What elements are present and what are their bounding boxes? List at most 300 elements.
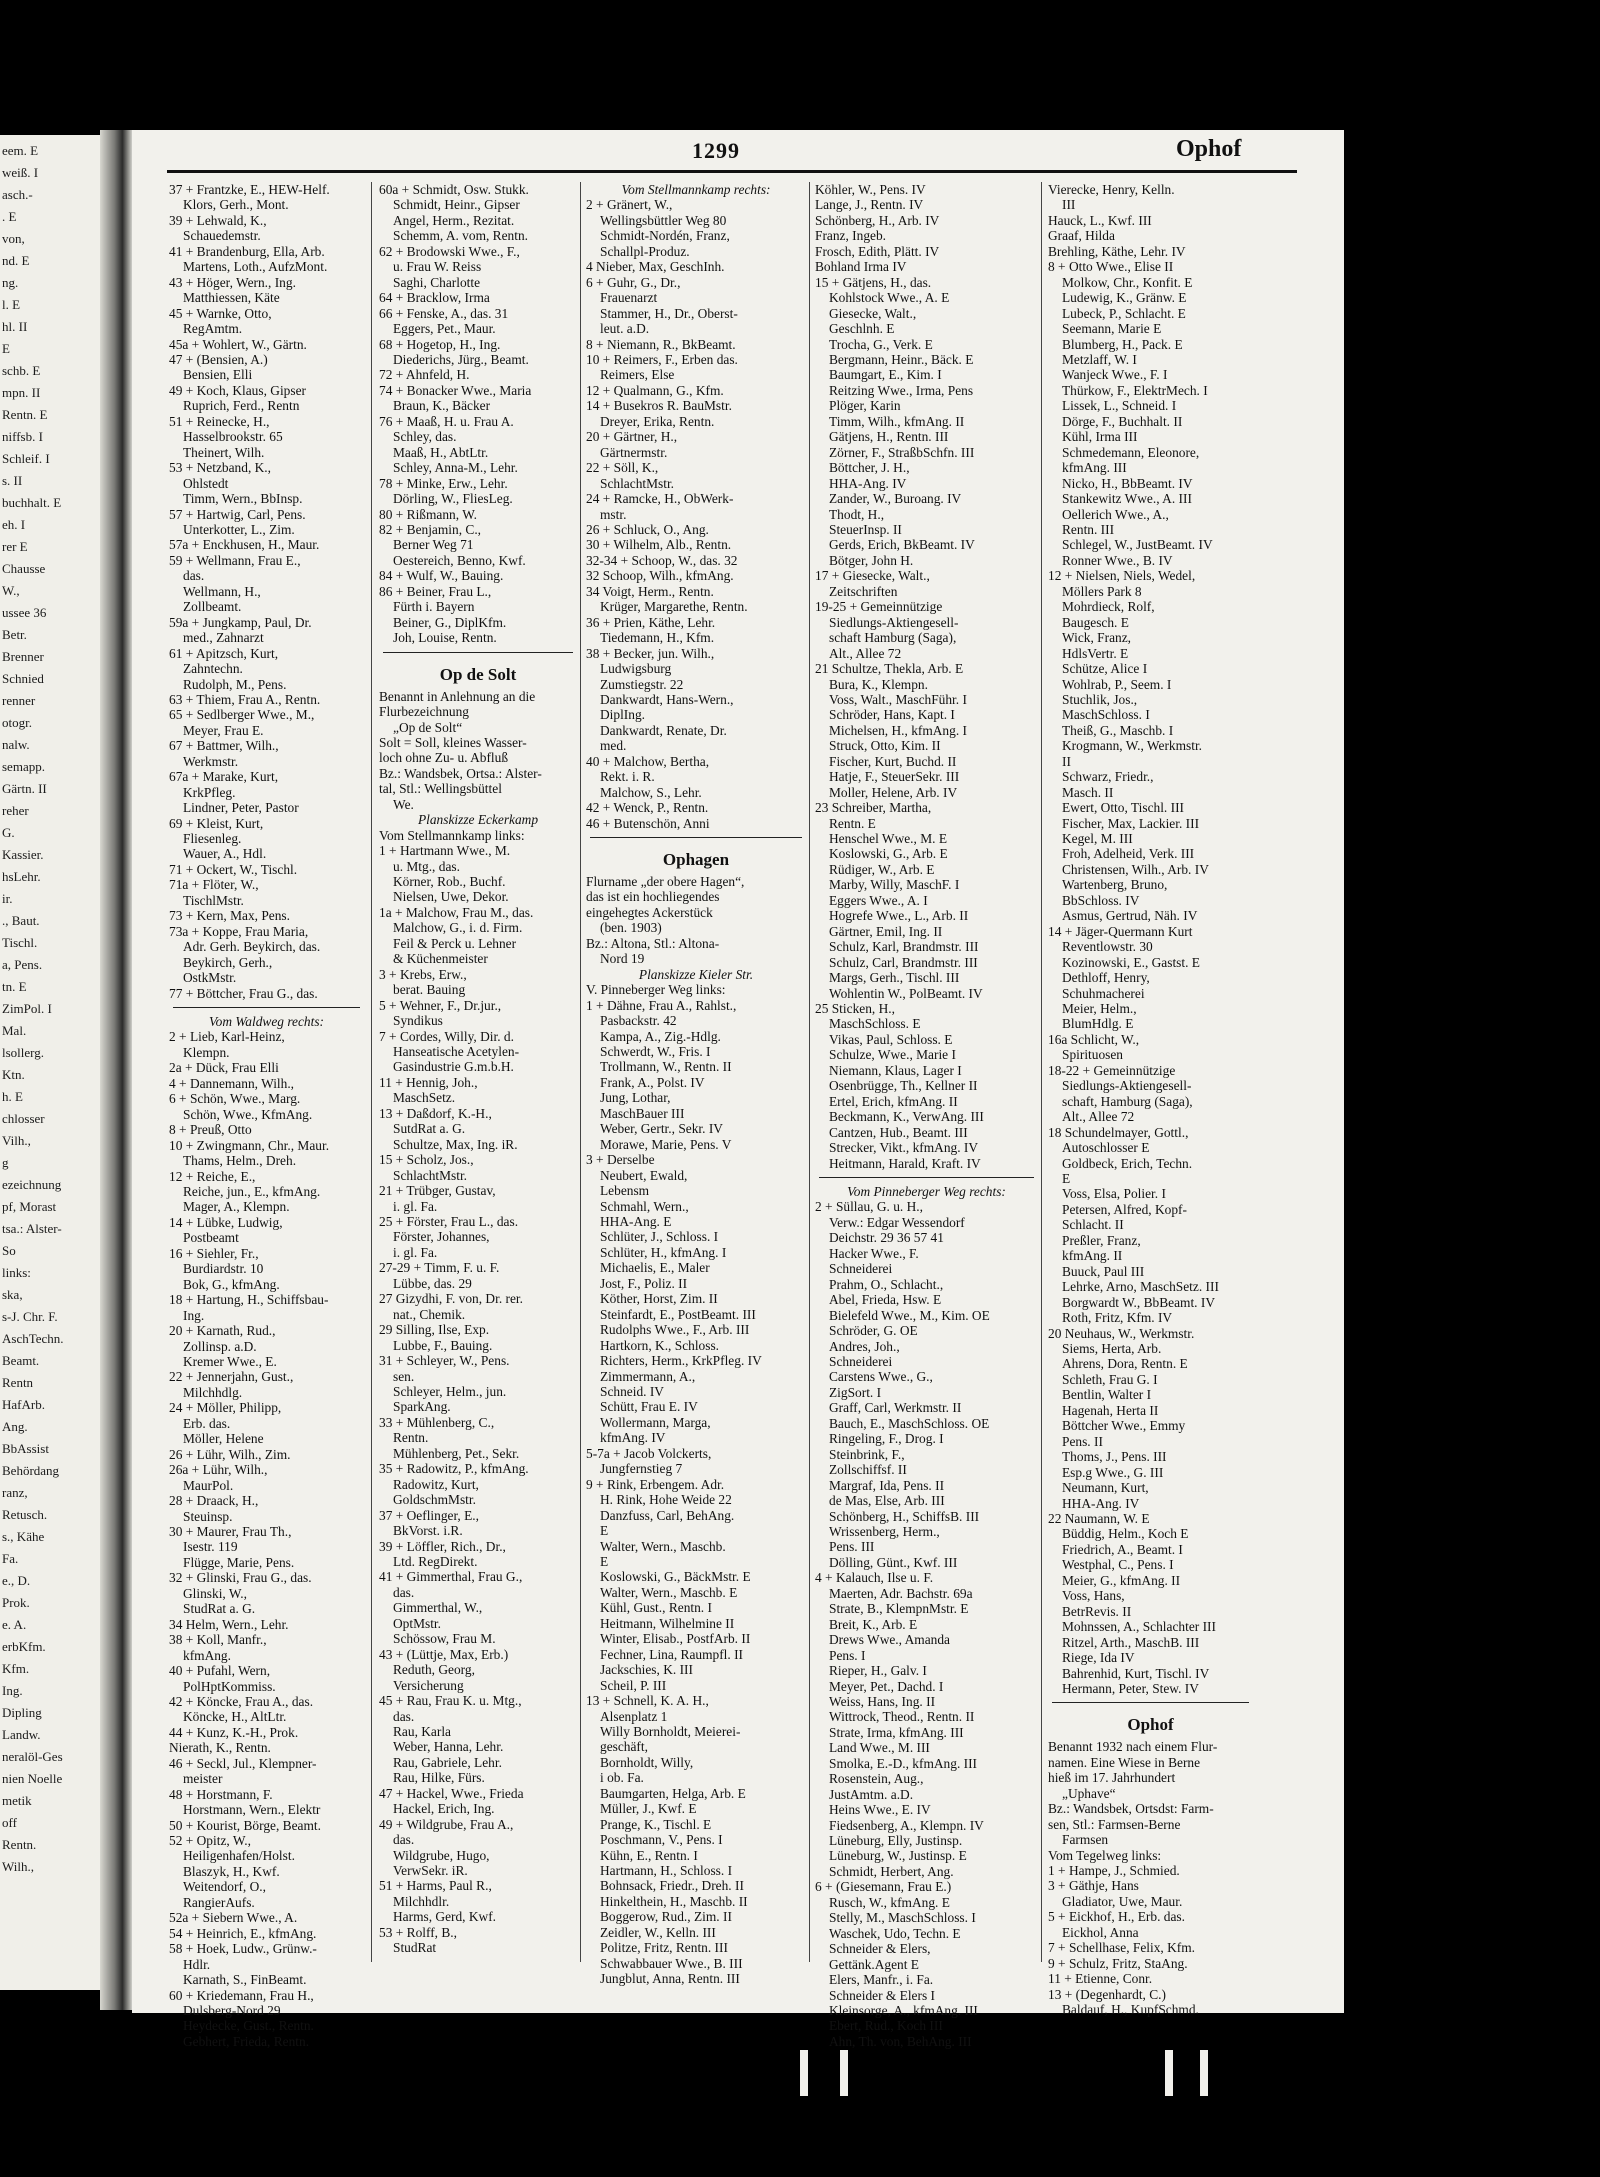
- directory-line: 59 + Wellmann, Frau E.,: [169, 552, 301, 568]
- directory-line: Boggerow, Rud., Zim. II: [600, 1909, 732, 1925]
- directory-line: 51 + Reinecke, H.,: [169, 413, 270, 429]
- directory-line: 30 + Maurer, Frau Th.,: [169, 1523, 292, 1539]
- directory-line: kfmAng. IV: [600, 1430, 666, 1446]
- column-divider: [371, 182, 372, 1962]
- directory-line: 9 + Schulz, Fritz, StaAng.: [1048, 1955, 1188, 1971]
- directory-line: Molkow, Chr., Konfit. E: [1062, 274, 1193, 290]
- left-page-fragment: So: [2, 1243, 16, 1258]
- directory-line: 71 + Ockert, W., Tischl.: [169, 861, 298, 877]
- directory-line: Schmidt, Herbert, Ang.: [829, 1863, 954, 1879]
- left-page-fragment: links:: [2, 1265, 31, 1280]
- directory-line: Stammer, H., Dr., Oberst-: [600, 305, 738, 321]
- directory-line: Lehrke, Arno, MaschSetz. III: [1062, 1279, 1219, 1295]
- directory-line: Maerten, Adr. Bachstr. 69a: [829, 1585, 973, 1601]
- directory-line: Ludwigsburg: [600, 661, 672, 677]
- directory-line: Siedlungs-Aktiengesell-: [1062, 1078, 1192, 1094]
- directory-line: Heitmann, Harald, Kraft. IV: [829, 1155, 981, 1171]
- left-page-fragment: Tischl.: [2, 935, 38, 950]
- directory-line: Beiner, G., DiplKfm.: [393, 614, 507, 630]
- directory-line: StudRat a. G.: [183, 1601, 256, 1617]
- directory-line: Schönberg, H., SchiffsB. III: [829, 1508, 980, 1524]
- directory-line: 59a + Jungkamp, Paul, Dr.: [169, 614, 312, 630]
- directory-line: 57a + Enckhusen, H., Maur.: [169, 537, 320, 553]
- directory-line: Ronner Wwe., B. IV: [1062, 552, 1173, 568]
- directory-line: 5 + Eickhof, H., Erb. das.: [1048, 1909, 1185, 1925]
- directory-line: Borgwardt W., BbBeamt. IV: [1062, 1294, 1215, 1310]
- directory-line: DiplIng.: [600, 707, 646, 723]
- directory-line: Wauer, A., Hdl.: [183, 846, 267, 862]
- directory-line: 14 + Jäger-Quermann Kurt: [1048, 923, 1193, 939]
- left-page-fragment: nalw.: [2, 737, 30, 752]
- directory-line: Ahrens, Dora, Rentn. E: [1062, 1356, 1188, 1372]
- directory-line: Lübbe, das. 29: [393, 1275, 472, 1291]
- directory-line: 35 + Radowitz, P., kfmAng.: [379, 1461, 529, 1477]
- directory-line: 12 + Nielsen, Niels, Wedel,: [1048, 568, 1196, 584]
- directory-line: Schmidt-Nordén, Franz,: [600, 228, 730, 244]
- column-divider: [809, 182, 810, 1962]
- directory-line: StudRat: [393, 1940, 437, 1956]
- directory-line: 14 + Lübke, Ludwig,: [169, 1214, 283, 1230]
- directory-line: Neumann, Kurt,: [1062, 1480, 1149, 1496]
- left-page-fragment: reher: [2, 803, 29, 818]
- directory-line: Kozinowski, E., Gastst. E: [1062, 954, 1200, 970]
- directory-line: Schneiderei: [829, 1353, 893, 1369]
- left-page-fragment: HafArb.: [2, 1397, 45, 1412]
- directory-line: Meier, G., kfmAng. II: [1062, 1572, 1181, 1588]
- directory-line: Reimers, Else: [600, 367, 675, 383]
- directory-line: Krüger, Margarethe, Rentn.: [600, 599, 748, 615]
- directory-line: Seemann, Marie E: [1062, 321, 1162, 337]
- directory-line: JustAmtm. a.D.: [829, 1786, 914, 1802]
- directory-line: Gladiator, Uwe, Maur.: [1062, 1893, 1183, 1909]
- directory-line: 17 + Giesecke, Walt.,: [815, 568, 930, 584]
- directory-line: Schössow, Frau M.: [393, 1631, 496, 1647]
- directory-line: Zahntechn.: [183, 661, 243, 677]
- directory-line: Siems, Herta, Arb.: [1062, 1340, 1162, 1356]
- directory-line: Blaszyk, H., Kwf.: [183, 1863, 280, 1879]
- directory-line: 34 Voigt, Herm., Rentn.: [586, 583, 714, 599]
- directory-line: Thodt, H.,: [829, 506, 885, 522]
- directory-line: Schleth, Frau G. I: [1062, 1371, 1158, 1387]
- directory-line: Gerds, Erich, BkBeamt. IV: [829, 537, 975, 553]
- directory-line: 61 + Apitzsch, Kurt,: [169, 645, 279, 661]
- left-page-fragment: ., Baut.: [2, 913, 40, 928]
- directory-line: HHA-Ang. IV: [829, 475, 907, 491]
- directory-line: MaschSchloss. E: [829, 1016, 921, 1032]
- directory-line: Trollmann, W., Rentn. II: [600, 1059, 732, 1075]
- directory-line: 45 + Rau, Frau K. u. Mtg.,: [379, 1693, 522, 1709]
- directory-line: Jungblut, Anna, Rentn. III: [600, 1971, 740, 1987]
- directory-line: 20 Neuhaus, W., Werkmstr.: [1048, 1325, 1195, 1341]
- directory-line: Dreyer, Erika, Rentn.: [600, 413, 715, 429]
- directory-line: Koslowski, G., Arb. E: [829, 846, 948, 862]
- directory-line: das.: [183, 568, 205, 584]
- directory-line: Ohlstedt: [183, 475, 229, 491]
- directory-line: Förster, Johannes,: [393, 1229, 490, 1245]
- directory-line: Rau, Karla: [393, 1723, 452, 1739]
- directory-line: 30 + Wilhelm, Alb., Rentn.: [586, 537, 732, 553]
- directory-line: 12 + Reiche, E.,: [169, 1168, 256, 1184]
- directory-line: Carstens Wwe., G.,: [829, 1369, 933, 1385]
- directory-line: Rentn.: [393, 1430, 429, 1446]
- directory-line: 4 Nieber, Max, GeschInh.: [586, 259, 725, 275]
- directory-line: 11 + Etienne, Conr.: [1048, 1971, 1153, 1987]
- directory-line: Nierath, K., Rentn.: [169, 1740, 271, 1756]
- directory-line: SchlachtMstr.: [393, 1167, 468, 1183]
- section-rule: [1052, 1702, 1249, 1703]
- directory-line: med., Zahnarzt: [183, 630, 264, 646]
- directory-line: 45a + Wohlert, W., Gärtn.: [169, 336, 307, 352]
- directory-line: 58 + Hoek, Ludw., Grünw.-: [169, 1941, 317, 1957]
- directory-line: Flügge, Marie, Pens.: [183, 1554, 295, 1570]
- directory-line: Bohnsack, Friedr., Dreh. II: [600, 1878, 744, 1894]
- directory-line: 3 + Gäthje, Hans: [1048, 1878, 1139, 1894]
- directory-line: 24 + Ramcke, H., ObWerk-: [586, 491, 734, 507]
- directory-line: 16a Schlicht, W.,: [1048, 1031, 1140, 1047]
- directory-line: 74 + Bonacker Wwe., Maria: [379, 382, 532, 398]
- directory-line: Graaf, Hilda: [1048, 228, 1115, 244]
- directory-line: Jost, F., Poliz. II: [600, 1275, 688, 1291]
- directory-line: SparkAng.: [393, 1399, 451, 1415]
- street-heading: Op de Solt: [439, 664, 517, 684]
- directory-line: 26a + Lühr, Wilh.,: [169, 1462, 268, 1478]
- directory-line: Schley, das.: [393, 429, 457, 445]
- directory-line: Reventlowstr. 30: [1062, 939, 1153, 955]
- directory-line: Bohland Irma IV: [815, 259, 907, 275]
- directory-line: Frauenarzt: [600, 290, 658, 306]
- directory-line: Beckmann, K., VerwAng. III: [829, 1109, 984, 1125]
- directory-line: 47 + (Bensien, A.): [169, 351, 268, 367]
- directory-line: Zörner, F., StraßbSchfn. III: [829, 444, 975, 460]
- directory-line: 2 + Süllau, G. u. H.,: [815, 1199, 923, 1215]
- directory-line: 60a + Schmidt, Osw. Stukk.: [379, 182, 529, 197]
- directory-line: Autoschlosser E: [1062, 1140, 1150, 1156]
- left-page-fragment: Rentn. E: [2, 407, 48, 422]
- directory-line: Drews Wwe., Amanda: [829, 1632, 950, 1648]
- directory-line: Franz, Ingeb.: [815, 228, 887, 244]
- directory-line: Baumgart, E., Kim. I: [829, 367, 942, 383]
- directory-line: 26 + Lühr, Wilh., Zim.: [169, 1446, 291, 1462]
- left-page-fragment: tsa.: Alster-: [2, 1221, 62, 1236]
- directory-line: Planskizze Kieler Str.: [638, 966, 754, 982]
- directory-line: Poschmann, V., Pens. I: [600, 1832, 723, 1848]
- directory-line: 69 + Kleist, Kurt,: [169, 815, 264, 831]
- directory-line: E: [600, 1553, 609, 1569]
- directory-line: Wollermann, Marga,: [600, 1414, 711, 1430]
- directory-line: 2 + Gränert, W.,: [586, 197, 673, 213]
- directory-line: Beykirch, Gerh.,: [183, 954, 273, 970]
- directory-line: Goldbeck, Erich, Techn.: [1062, 1155, 1193, 1171]
- directory-line: 1 + Dähne, Frau A., Rahlst.,: [586, 997, 737, 1013]
- directory-line: Dethloff, Henry,: [1062, 970, 1150, 986]
- directory-line: Ebert, Rud., Koch III: [829, 2018, 943, 2034]
- directory-line: 67a + Marake, Kurt,: [169, 769, 279, 785]
- directory-line: Schwabbauer Wwe., B. III: [600, 1955, 743, 1971]
- left-page-fragment: von,: [2, 231, 25, 246]
- directory-line: Fischer, Kurt, Buchd. II: [829, 753, 957, 769]
- directory-line: 6 + (Giesemann, Frau E.): [815, 1879, 952, 1895]
- directory-line: Postbeamt: [183, 1230, 239, 1246]
- directory-line: Waschek, Udo, Techn. E: [829, 1925, 961, 1941]
- directory-line: Schlüter, J., Schloss. I: [600, 1229, 719, 1245]
- directory-line: Zimmermann, A.,: [600, 1368, 696, 1384]
- directory-line: Zeidler, W., Kelln. III: [600, 1924, 716, 1940]
- directory-line: Frank, A., Polst. IV: [600, 1074, 705, 1090]
- directory-line: Schleyer, Helm., jun.: [393, 1383, 507, 1399]
- directory-line: Rosenstein, Aug.,: [829, 1771, 924, 1787]
- directory-line: Gätjens, H., Rentn. III: [829, 429, 949, 445]
- directory-line: Dulsberg-Nord 29: [183, 2003, 281, 2019]
- directory-line: Gimmerthal, W.,: [393, 1600, 483, 1616]
- directory-line: Milchhdlg.: [183, 1384, 243, 1400]
- directory-line: Planskizze Eckerkamp: [417, 812, 539, 828]
- directory-line: Kühl, Irma III: [1062, 429, 1138, 445]
- book-gutter: [100, 130, 132, 2010]
- directory-line: Prange, K., Tischl. E: [600, 1816, 712, 1832]
- directory-line: Bielefeld Wwe., M., Kim. OE: [829, 1307, 990, 1323]
- directory-line: Schütt, Frau E. IV: [600, 1399, 698, 1415]
- left-page-fragment: Brenner: [2, 649, 44, 664]
- directory-line: 18 Schundelmayer, Gottl.,: [1048, 1124, 1189, 1140]
- directory-line: Nicko, H., BbBeamt. IV: [1062, 475, 1193, 491]
- directory-line: 25 Sticken, H.,: [815, 1001, 895, 1017]
- directory-line: Niemann, Klaus, Lager I: [829, 1062, 962, 1078]
- directory-line: Fechner, Lina, Raumpfl. II: [600, 1646, 743, 1662]
- directory-line: 53 + Rolff, B.,: [379, 1924, 457, 1940]
- directory-line: Braun, K., Bäcker: [393, 398, 491, 414]
- directory-line: Schröder, G. OE: [829, 1323, 918, 1339]
- directory-line: kfmAng.: [183, 1647, 231, 1663]
- directory-line: 18 + Hartung, H., Schiffsbau-: [169, 1292, 329, 1308]
- directory-line: Stankewitz Wwe., A. III: [1062, 491, 1192, 507]
- directory-line: SteuerInsp. II: [829, 521, 902, 537]
- directory-line: Radowitz, Kurt,: [393, 1476, 479, 1492]
- running-title: Ophof: [1176, 136, 1242, 162]
- directory-line: Bz.: Wandsbek, Ortsdst: Farm-: [1048, 1801, 1214, 1817]
- directory-line: 14 + Busekros R. BauMstr.: [586, 398, 732, 414]
- left-page-fragment: Beamt.: [2, 1353, 40, 1368]
- directory-line: 8 + Otto Wwe., Elise II: [1048, 259, 1174, 275]
- directory-line: Dankwardt, Renate, Dr.: [600, 722, 727, 738]
- left-page-fragment: semapp.: [2, 759, 45, 774]
- left-page-fragment: Schnied: [2, 671, 44, 686]
- scan-mark: [840, 2050, 848, 2096]
- directory-line: Isestr. 119: [183, 1539, 238, 1555]
- directory-line: 26 + Schluck, O., Ang.: [586, 521, 709, 537]
- directory-line: Alt., Allee 72: [1062, 1109, 1135, 1125]
- directory-line: Bahrenhid, Kurt, Tischl. IV: [1062, 1665, 1210, 1681]
- directory-line: Gärtner, Emil, Ing. II: [829, 923, 943, 939]
- directory-line: Roth, Fritz, Kfm. IV: [1062, 1310, 1173, 1326]
- left-page-fragment: s., Kähe: [2, 1529, 45, 1544]
- directory-line: Wrissenberg, Herm.,: [829, 1523, 940, 1539]
- directory-line: Wildgrube, Hugo,: [393, 1847, 490, 1863]
- directory-line: „Op de Solt“: [393, 719, 463, 735]
- directory-line: 66 + Fenske, A., das. 31: [379, 305, 509, 321]
- directory-line: Siedlungs-Aktiengesell-: [829, 614, 959, 630]
- directory-line: Michelsen, H., kfmAng. I: [829, 722, 967, 738]
- directory-line: Hinkelthein, H., Maschb. II: [600, 1893, 748, 1909]
- left-page-fragment: ska,: [2, 1287, 23, 1302]
- directory-line: 39 + Löffler, Rich., Dr.,: [379, 1538, 506, 1554]
- directory-line: PolHptKommiss.: [183, 1678, 276, 1694]
- directory-line: 13 + (Degenhardt, C.): [1048, 1986, 1166, 2002]
- directory-line: Schulz, Carl, Brandmstr. III: [829, 954, 978, 970]
- directory-line: Ludewig, K., Gränw. E: [1062, 290, 1187, 306]
- directory-line: 46 + Seckl, Jul., Klempner-: [169, 1755, 317, 1771]
- directory-line: Malchow, S., Lehr.: [600, 784, 702, 800]
- left-page-fragment: . E: [2, 209, 17, 224]
- directory-line: Dölling, Günt., Kwf. III: [829, 1554, 958, 1570]
- directory-line: Vierecke, Henry, Kelln.: [1048, 182, 1175, 197]
- directory-line: Strecker, Vikt., kfmAng. IV: [829, 1140, 979, 1156]
- left-page-fragment: Ing.: [2, 1683, 23, 1698]
- directory-line: Benannt 1932 nach einem Flur-: [1048, 1739, 1218, 1755]
- directory-line: Oestereich, Benno, Kwf.: [393, 552, 526, 568]
- directory-line: Hasselbrookstr. 65: [183, 429, 283, 445]
- directory-line: Weiss, Hans, Ing. II: [829, 1693, 936, 1709]
- left-page-fragment: Fa.: [2, 1551, 19, 1566]
- directory-line: 16 + Siehler, Fr.,: [169, 1245, 259, 1261]
- directory-line: Glinski, W.,: [183, 1585, 247, 1601]
- directory-line: Kühl, Gust., Rentn. I: [600, 1600, 712, 1616]
- directory-line: Lange, J., Rentn. IV: [815, 197, 924, 213]
- directory-line: Adr. Gerh. Beykirch, das.: [183, 939, 321, 955]
- directory-line: 46 + Butenschön, Anni: [586, 815, 710, 831]
- left-page-fragment: E: [2, 341, 10, 356]
- section-rule: [819, 1177, 1034, 1178]
- directory-line: geschäft,: [600, 1739, 648, 1755]
- directory-line: Matthiessen, Käte: [183, 290, 280, 306]
- directory-line: Timm, Wilh., kfmAng. II: [829, 413, 965, 429]
- directory-line: Burdiardstr. 10: [183, 1261, 264, 1277]
- directory-line: 41 + Gimmerthal, Frau G.,: [379, 1569, 523, 1585]
- directory-line: Ringeling, F., Drog. I: [829, 1431, 944, 1447]
- directory-line: Michaelis, E., Maler: [600, 1260, 710, 1276]
- directory-line: We.: [393, 796, 414, 812]
- directory-line: Zollbeamt.: [183, 599, 242, 615]
- directory-line: Theiß, G., Maschb. I: [1062, 722, 1174, 738]
- directory-line: Vom Waldweg rechts:: [208, 1014, 325, 1030]
- directory-line: 57 + Hartwig, Carl, Pens.: [169, 506, 306, 522]
- directory-line: 48 + Horstmann, F.: [169, 1786, 273, 1802]
- left-page-fragment: Chausse: [2, 561, 46, 576]
- directory-line: (ben. 1903): [600, 920, 662, 936]
- directory-line: 38 + Becker, jun. Wilh.,: [586, 645, 715, 661]
- left-page-fragment: Rentn: [2, 1375, 34, 1390]
- directory-line: 82 + Benjamin, C.,: [379, 521, 482, 537]
- directory-line: Metzlaff, W. I: [1062, 351, 1137, 367]
- column-1: [169, 182, 364, 2049]
- directory-line: Rudolph, M., Pens.: [183, 676, 287, 692]
- left-page-fragment: Gärtn. II: [2, 781, 47, 796]
- directory-line: 15 + Gätjens, H., das.: [815, 274, 932, 290]
- directory-line: kfmAng. III: [1062, 460, 1127, 476]
- directory-line: Ing.: [183, 1307, 205, 1323]
- directory-line: mstr.: [600, 506, 627, 522]
- directory-line: 39 + Lehwald, K.,: [169, 212, 267, 228]
- directory-line: MaschSetz.: [393, 1090, 456, 1106]
- directory-line: 40 + Malchow, Bertha,: [586, 753, 710, 769]
- directory-line: 7 + Cordes, Willy, Dir. d.: [379, 1028, 514, 1044]
- directory-line: Wittrock, Theod., Rentn. II: [829, 1709, 975, 1725]
- left-page-fragment: ng.: [2, 275, 19, 290]
- directory-line: Schemm, A. vom, Rentn.: [393, 228, 529, 244]
- left-page-fragment: off: [2, 1815, 17, 1830]
- section-rule: [173, 1007, 360, 1008]
- directory-line: Smolka, E.-D., kfmAng. III: [829, 1755, 978, 1771]
- left-page-fragment: g: [2, 1155, 9, 1170]
- directory-line: Margraf, Ida, Pens. II: [829, 1477, 945, 1493]
- column-4: [815, 182, 1038, 2049]
- directory-line: RegAmtm.: [183, 321, 243, 337]
- left-page-fragment: Retusch.: [2, 1507, 48, 1522]
- directory-line: Baldauf, H., KupfSchmd.: [1062, 2002, 1199, 2018]
- directory-line: Brehling, Käthe, Lehr. IV: [1048, 243, 1186, 259]
- directory-line: SutdRat a. G.: [393, 1121, 466, 1137]
- directory-line: Mohrdieck, Rolf,: [1062, 599, 1155, 615]
- directory-line: 15 + Scholz, Jos.,: [379, 1152, 474, 1168]
- directory-line: Andres, Joh.,: [829, 1338, 900, 1354]
- directory-line: Schmahl, Wern.,: [600, 1198, 689, 1214]
- directory-line: BbSchloss. IV: [1062, 892, 1140, 908]
- directory-line: u. Frau W. Reiss: [393, 259, 482, 275]
- directory-line: 60 + Kriedemann, Frau H.,: [169, 1987, 314, 2003]
- directory-line: 43 + Höger, Wern., Ing.: [169, 274, 296, 290]
- directory-line: Rau, Hilke, Fürs.: [393, 1770, 485, 1786]
- directory-line: 80 + Rißmann, W.: [379, 506, 477, 522]
- directory-line: Ruprich, Ferd., Rentn: [183, 398, 300, 414]
- directory-line: BlumHdlg. E: [1062, 1016, 1134, 1032]
- directory-line: 43 + (Lüttje, Max, Erb.): [379, 1646, 509, 1662]
- directory-line: 27 Gizydhi, F. von, Dr. rer.: [379, 1291, 523, 1307]
- directory-line: 8 + Niemann, R., BkBeamt.: [586, 336, 736, 352]
- directory-line: Syndikus: [393, 1013, 443, 1029]
- directory-line: Bornholdt, Willy,: [600, 1754, 694, 1770]
- directory-line: Bensien, Elli: [183, 367, 253, 383]
- directory-line: Theinert, Wilh.: [183, 444, 265, 460]
- left-page-fragment: hsLehr.: [2, 869, 41, 884]
- directory-line: Steinbrink, F.,: [829, 1446, 905, 1462]
- directory-line: KrkPfleg.: [183, 784, 236, 800]
- directory-line: Abel, Frieda, Hsw. E: [829, 1292, 942, 1308]
- directory-line: i ob. Fa.: [600, 1770, 644, 1786]
- directory-line: leut. a.D.: [600, 321, 650, 337]
- directory-line: Horstmann, Wern., Elektr: [183, 1802, 321, 1818]
- directory-line: Weitendorf, O.,: [183, 1879, 266, 1895]
- directory-line: Schröder, Hans, Kapt. I: [829, 707, 955, 723]
- directory-line: 12 + Qualmann, G., Kfm.: [586, 382, 724, 398]
- directory-line: Riege, Ida IV: [1062, 1650, 1135, 1666]
- directory-line: Scheil, P. III: [600, 1677, 667, 1693]
- directory-line: 27-29 + Timm, F. u. F.: [379, 1260, 500, 1276]
- directory-line: Harms, Gerd, Kwf.: [393, 1909, 497, 1925]
- directory-line: Nielsen, Uwe, Dekor.: [393, 889, 509, 905]
- left-page-fragment: weiß. I: [2, 165, 39, 180]
- directory-line: Jungfernstieg 7: [600, 1461, 683, 1477]
- directory-line: Maaß, H., AbtLtr.: [393, 444, 489, 460]
- directory-line: Bura, K., Klempn.: [829, 676, 928, 692]
- directory-line: das.: [393, 1584, 415, 1600]
- directory-line: kfmAng. II: [1062, 1248, 1123, 1264]
- directory-line: das ist ein hochliegendes: [586, 889, 720, 905]
- directory-line: 25 + Förster, Frau L., das.: [379, 1214, 519, 1229]
- directory-line: 41 + Brandenburg, Ella, Arb.: [169, 243, 325, 259]
- directory-line: Meyer, Frau E.: [183, 722, 264, 738]
- directory-line: Schneider & Elers,: [829, 1941, 931, 1957]
- directory-line: hieß im 17. Jahrhundert: [1048, 1770, 1176, 1786]
- directory-line: de Mas, Else, Arb. III: [829, 1493, 945, 1509]
